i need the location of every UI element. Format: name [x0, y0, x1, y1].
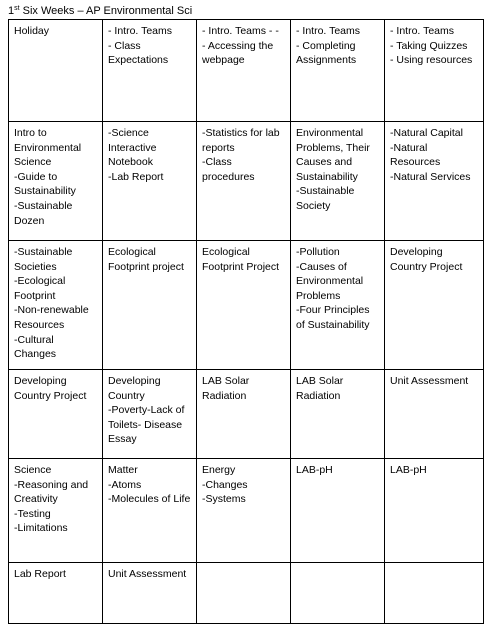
title-text: Six Weeks – AP Environmental Sci [19, 5, 193, 17]
cell-line: - Accessing the webpage [202, 39, 274, 67]
cell-line: -Poverty-Lack of Toilets- Disease Essay [108, 404, 185, 446]
cell-line: Science [14, 464, 52, 476]
schedule-cell [103, 563, 197, 624]
schedule-body [9, 20, 484, 624]
cell-line: -Natural Capital [390, 127, 463, 139]
schedule-cell [385, 20, 484, 122]
cell-line: Ecological Footprint project [108, 246, 184, 273]
schedule-cell [9, 370, 103, 459]
cell-line: - Class Expectations [108, 39, 169, 67]
empty-cell [385, 563, 484, 624]
cell-line: Ecological Footprint Project [202, 246, 280, 273]
schedule-cell [385, 370, 484, 459]
cell-line: Intro to Environmental Science [14, 127, 82, 169]
schedule-row [9, 241, 484, 370]
schedule-cell [9, 459, 103, 563]
title-ordinal: 1 [8, 5, 15, 17]
schedule-cell [197, 241, 291, 370]
cell-line: -Atoms [108, 478, 142, 491]
schedule-cell [103, 20, 197, 122]
cell-line: -Class procedures [202, 156, 255, 183]
schedule-cell [291, 122, 385, 241]
schedule-cell [291, 20, 385, 122]
cell-line: - Taking Quizzes [390, 39, 468, 52]
schedule-row [9, 563, 484, 624]
schedule-cell [197, 122, 291, 241]
cell-line: -Non-renewable Resources [14, 304, 89, 331]
cell-line: -Causes of Environmental Problems [296, 260, 364, 302]
schedule-cell [9, 20, 103, 122]
cell-line: -Four Principles of Sustainability [296, 304, 370, 331]
schedule-cell [103, 122, 197, 241]
title-ordinal-suffix: st [14, 5, 20, 12]
cell-line: -Natural Resources [390, 141, 441, 169]
schedule-cell [197, 370, 291, 459]
page-title [8, 4, 192, 18]
schedule-table [8, 19, 484, 624]
cell-line: -Systems [202, 493, 246, 506]
cell-line: -Reasoning and Creativity [14, 478, 89, 506]
cell-line: -Molecules of Life [108, 493, 191, 506]
cell-line: Developing Country Project [390, 246, 463, 273]
schedule-cell [103, 459, 197, 563]
empty-cell [291, 563, 385, 624]
schedule-cell [197, 20, 291, 122]
schedule-cell [291, 370, 385, 459]
schedule-row [9, 459, 484, 563]
cell-line: -Sustainable Society [296, 185, 355, 212]
cell-line: -Statistics for lab reports [202, 127, 280, 154]
cell-line: Developing Country [108, 375, 161, 402]
schedule-cell [385, 122, 484, 241]
schedule-row [9, 20, 484, 122]
cell-line: -Cultural Changes [14, 333, 57, 361]
cell-line: -Sustainable Societies [14, 246, 73, 273]
cell-line: -Ecological Footprint [14, 275, 66, 302]
cell-line: LAB Solar Radiation [202, 375, 250, 402]
schedule-cell [385, 241, 484, 370]
cell-line: LAB-pH [390, 464, 427, 476]
cell-line: Energy [202, 464, 236, 476]
schedule-cell [9, 122, 103, 241]
cell-line: - Intro. Teams [108, 25, 172, 37]
cell-line: -Limitations [14, 522, 68, 535]
schedule-cell [291, 459, 385, 563]
schedule-cell [103, 370, 197, 459]
cell-line: -Lab Report [108, 170, 164, 183]
schedule-cell [9, 241, 103, 370]
schedule-cell [103, 241, 197, 370]
cell-line: Unit Assessment [108, 568, 187, 580]
cell-line: LAB Solar Radiation [296, 375, 344, 402]
cell-line: - Completing Assignments [296, 39, 357, 67]
cell-line: - Intro. Teams [296, 25, 360, 37]
cell-line: Holiday [14, 25, 50, 37]
cell-line: -Guide to Sustainability [14, 170, 76, 198]
cell-line: Matter [108, 464, 138, 476]
empty-cell [197, 563, 291, 624]
schedule-row [9, 122, 484, 241]
cell-line: Environmental Problems, Their Causes and Sustainability [296, 127, 370, 183]
cell-line: -Science Interactive Notebook [108, 127, 157, 169]
cell-line: -Changes [202, 478, 248, 491]
cell-line: Unit Assessment [390, 375, 469, 387]
cell-line: -Pollution [296, 246, 340, 258]
schedule-cell [197, 459, 291, 563]
cell-line: -Sustainable Dozen [14, 199, 73, 227]
schedule-row [9, 370, 484, 459]
schedule-cell [9, 563, 103, 624]
cell-line: - Intro. Teams [390, 25, 454, 37]
cell-line: - Using resources [390, 54, 473, 67]
cell-line: Lab Report [14, 568, 66, 580]
cell-line: LAB-pH [296, 464, 333, 476]
cell-line: - Intro. Teams - - [202, 25, 279, 37]
schedule-cell [291, 241, 385, 370]
cell-line: -Testing [14, 507, 51, 520]
schedule-cell [385, 459, 484, 563]
cell-line: Developing Country Project [14, 375, 87, 402]
cell-line: -Natural Services [390, 170, 471, 183]
